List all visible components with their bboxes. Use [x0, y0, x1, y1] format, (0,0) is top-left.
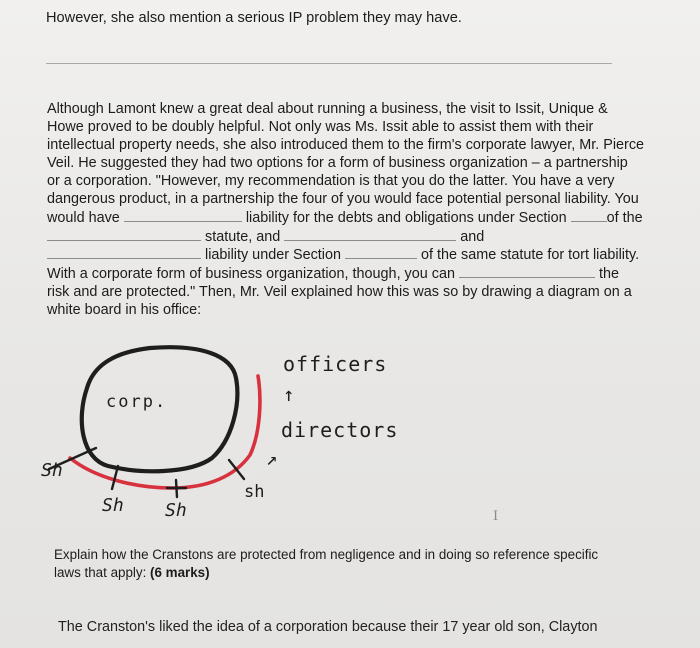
question-marks: (6 marks) — [150, 565, 210, 580]
line-7-text-b: liability for the debts and obligations under Section — [245, 210, 567, 226]
shareholder-label-left: Sh — [41, 460, 63, 481]
paragraph-line-6: dangerous product, in a partnership the four of you would face potential personal liability. You — [47, 191, 639, 207]
paragraph-line-5: or a corporation. "However, my recommendation is that you do the latter. You have a very — [47, 173, 615, 189]
paragraph-line-12: white board in his office: — [47, 302, 202, 318]
paragraph-line-2: Howe proved to be doubly helpful. Not only was Ms. Issit able to assist them with their — [47, 119, 594, 135]
line-9-text-b: of the same statute for tort liability. — [421, 247, 640, 263]
arrow-up-icon: ↑ — [283, 384, 295, 406]
line-8-text-b: and — [460, 229, 485, 245]
arrow-ne-icon: ↗ — [266, 448, 278, 470]
corp-label: corp. — [106, 392, 168, 412]
directors-label: directors — [281, 418, 399, 442]
line-8-text-a: statute, and — [205, 229, 281, 245]
shareholder-label-right: sh — [244, 482, 265, 502]
answer-text: The Cranston's liked the idea of a corporation because their 17 year old son, Clayton — [58, 619, 598, 635]
question-line-2 — [54, 564, 210, 581]
intro-text: However, she also mention a serious IP problem they may have. — [46, 10, 462, 26]
text-cursor-icon: I — [493, 509, 499, 524]
line-9-text-a: liability under Section — [205, 247, 341, 263]
paragraph-line-1: Although Lamont knew a great deal about running a business, the visit to Issit, Unique & — [47, 101, 608, 117]
shareholder-label-2: Sh — [165, 500, 187, 521]
paragraph-line-3: intellectual property needs, she also introduced them to the firm's corporate lawyer, Mr. Pierce — [47, 137, 645, 153]
line-10-text-a: With a corporate form of business organization, though, you can — [47, 266, 455, 282]
question-line-1: Explain how the Cranstons are protected from negligence and in doing so reference specific — [54, 547, 599, 562]
paragraph-line-4: Veil. He suggested they had two options for a form of business organization – a partnership — [47, 155, 628, 171]
line-7-text-c: of the — [606, 210, 643, 226]
officers-label: officers — [283, 352, 388, 376]
question-text: laws that apply: — [54, 565, 151, 580]
paragraph-line-11: risk and are protected." Then, Mr. Veil explained how this was so by drawing a diagram on a — [47, 284, 632, 300]
shareholder-label-1: Sh — [102, 495, 124, 516]
line-7-text-a: would have — [47, 210, 120, 226]
line-10-text-b: the — [598, 266, 619, 282]
